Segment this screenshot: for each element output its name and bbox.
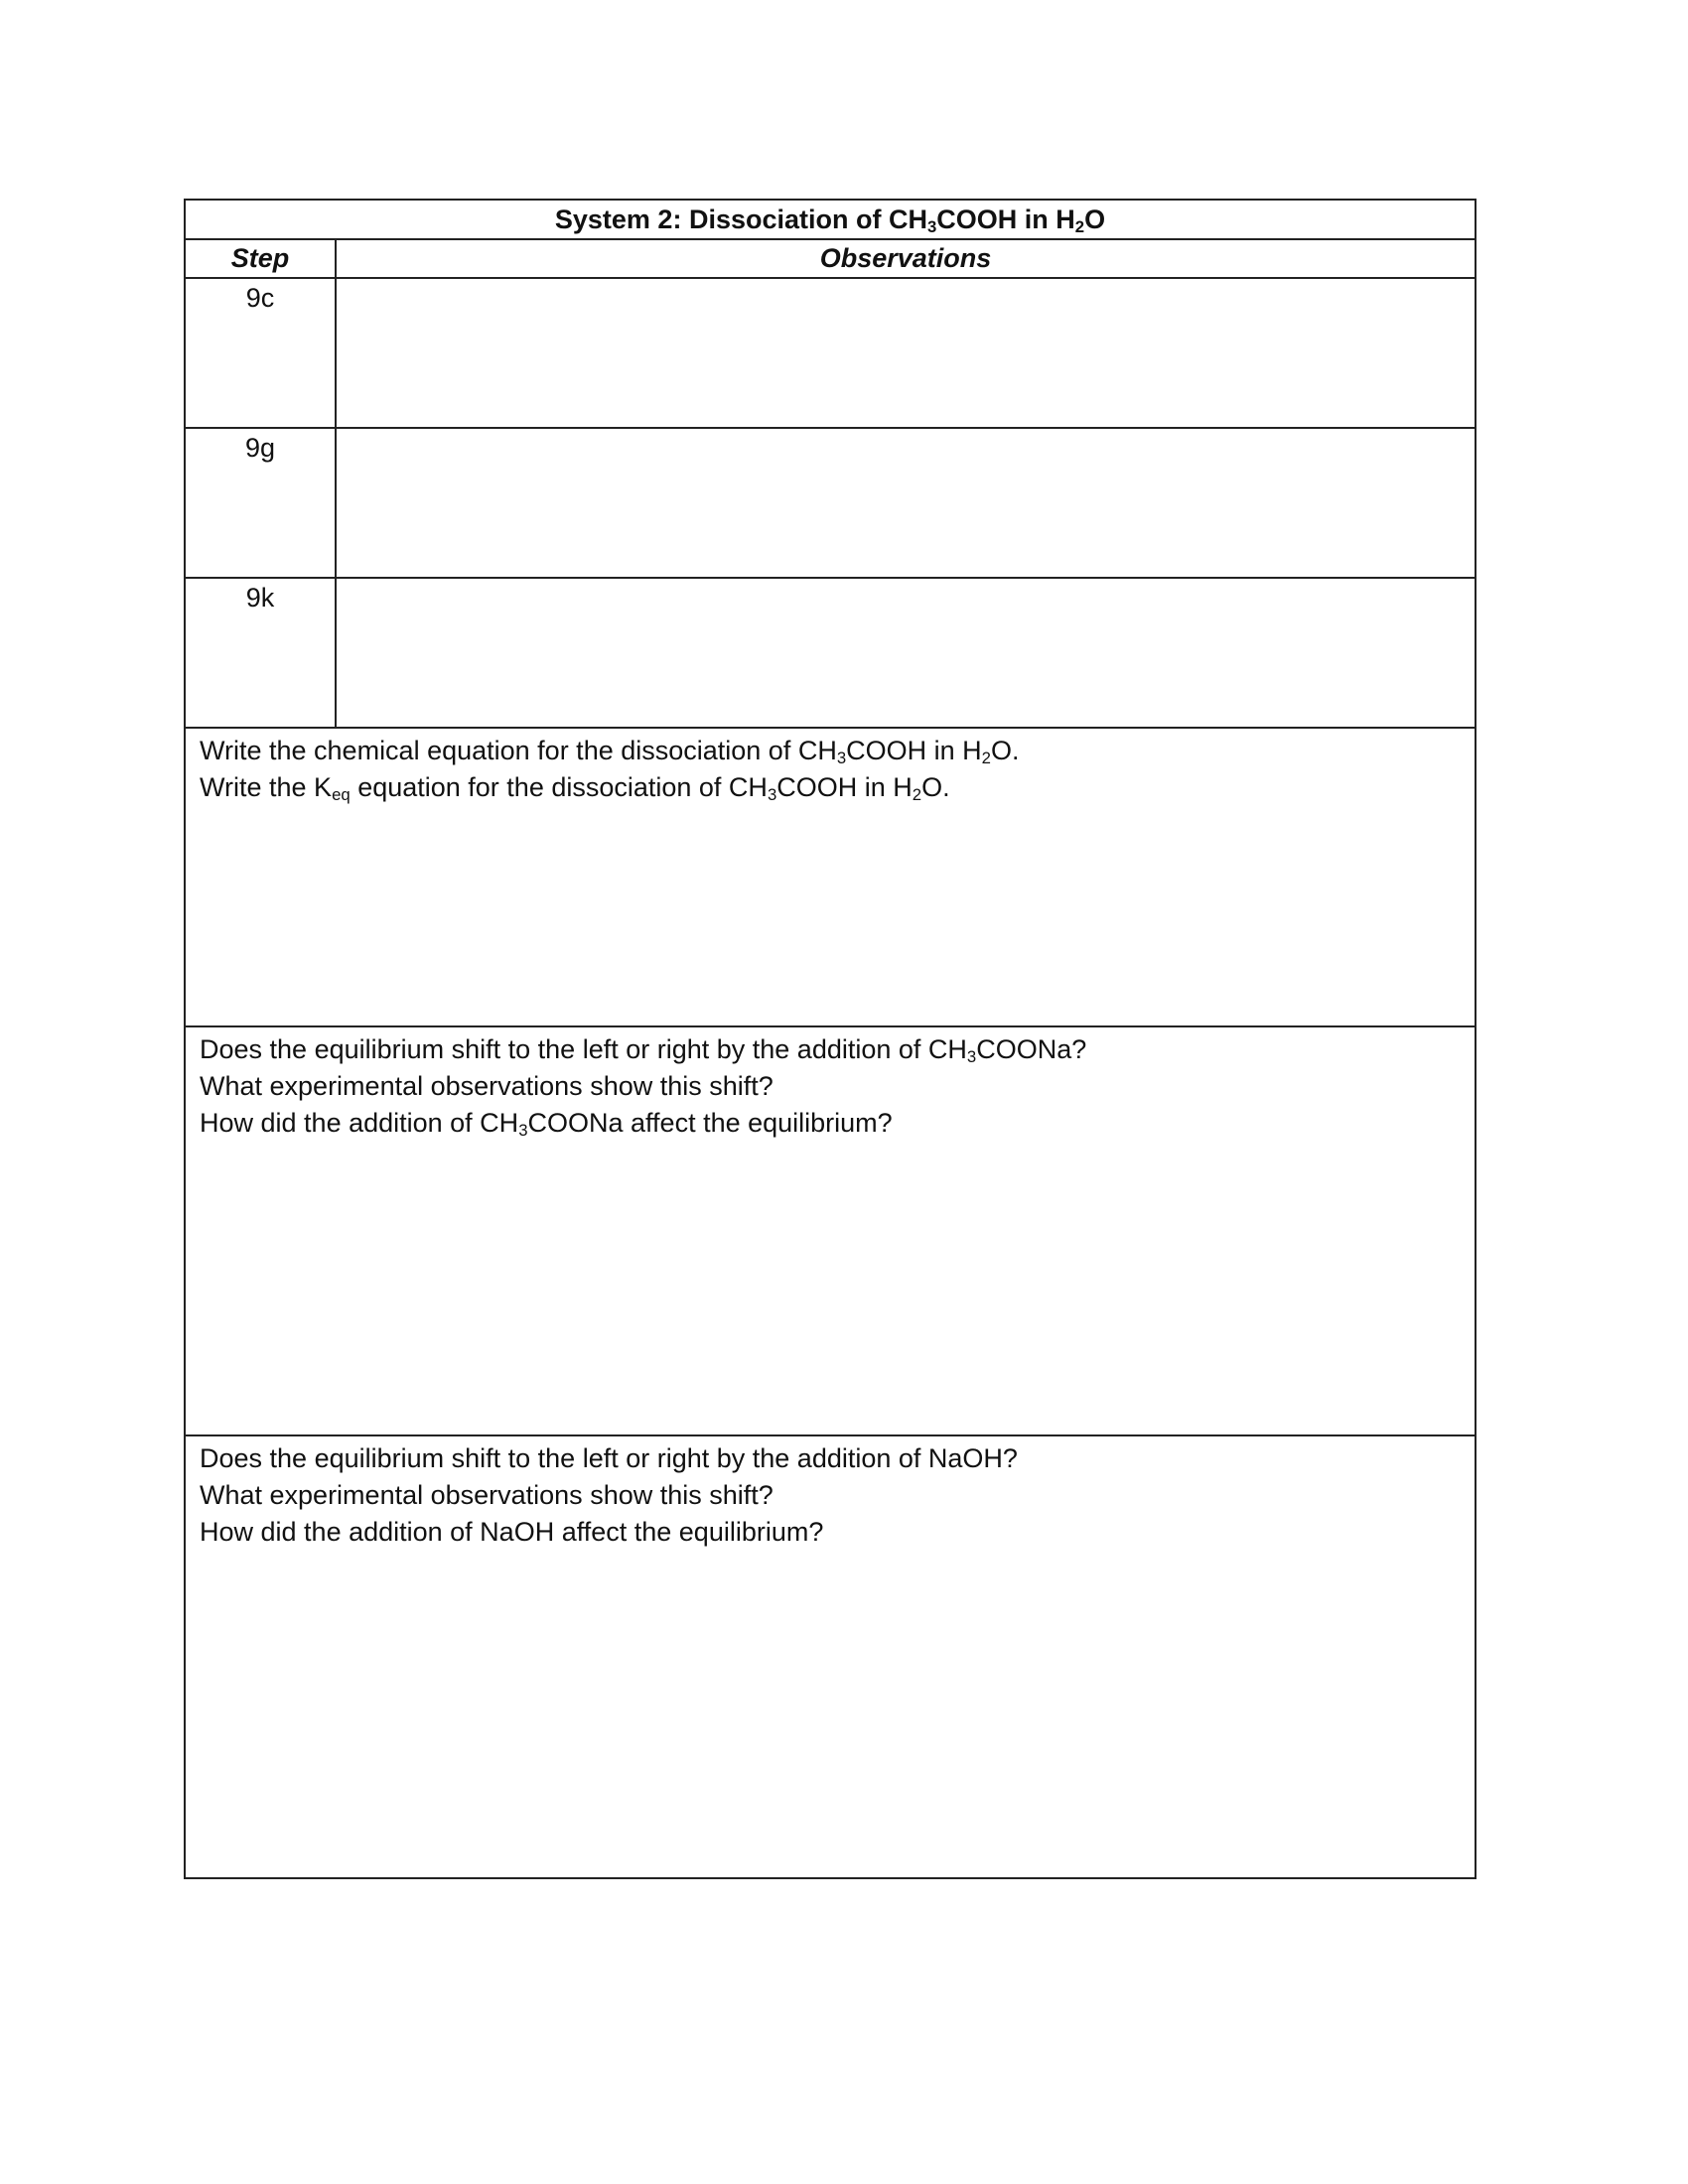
- question-line: What experimental observations show this shift?: [200, 1071, 774, 1101]
- observation-answer-cell[interactable]: [337, 279, 1475, 427]
- step-column-header: Step: [186, 240, 337, 277]
- step-label: 9g: [186, 429, 337, 577]
- worksheet-table: [184, 199, 1477, 1879]
- question-line: Does the equilibrium shift to the left or right by the addition of NaOH?: [200, 1443, 1018, 1473]
- question-line: Write the $K_{eq}$ equation for the dissociation of $CH_3COOH$ in $H_2O$.: [200, 772, 950, 805]
- equation-question-box[interactable]: [186, 729, 1475, 1027]
- observation-answer-cell[interactable]: [337, 429, 1475, 577]
- step-label: 9k: [186, 579, 337, 727]
- question-line: How did the addition of $CH_3COONa$ affect the equilibrium?: [200, 1108, 893, 1141]
- acetate-question-box[interactable]: [186, 1027, 1475, 1436]
- question-line: Does the equilibrium shift to the left or right by the addition of $CH_3COONa$?: [200, 1034, 1087, 1067]
- observations-column-header: Observations: [819, 243, 992, 273]
- question-line: Write the chemical equation for the dissociation of $CH_3COOH$ in $H_2O$.: [200, 736, 1020, 768]
- table-row: [186, 429, 1475, 579]
- table-row: [186, 579, 1475, 729]
- observation-answer-cell[interactable]: [337, 579, 1475, 727]
- table-row: [186, 279, 1475, 429]
- table-title: System 2: Dissociation of $CH_3COOH$ in $H_2O$: [186, 201, 1475, 240]
- naoh-question-box[interactable]: [186, 1436, 1475, 1879]
- question-line: What experimental observations show this shift?: [200, 1480, 774, 1510]
- table-header-row: [186, 240, 1475, 279]
- question-line: How did the addition of NaOH affect the equilibrium?: [200, 1517, 824, 1547]
- step-label: 9c: [186, 279, 337, 427]
